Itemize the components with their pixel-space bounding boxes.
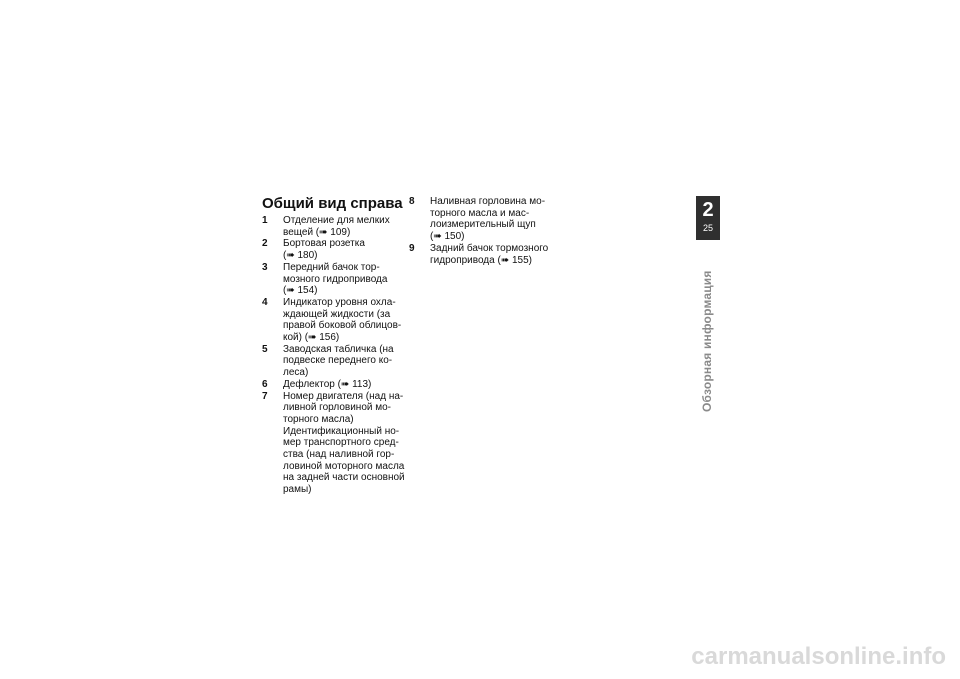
component-list-right xyxy=(409,196,559,266)
continuation-line: ловиной моторного масла xyxy=(283,460,405,472)
item-text-line: торного масла и мас- xyxy=(430,207,530,219)
item-text xyxy=(283,391,403,426)
item-text-line: ждающей жидкости (за xyxy=(283,308,391,320)
item-text-line: Номер двигателя (над на- xyxy=(283,390,404,402)
item-text xyxy=(430,243,559,266)
item-number: 5 xyxy=(262,343,268,355)
item-text-line: гидропривода (➠ 155) xyxy=(430,254,532,266)
item-text-line: Передний бачок тор- xyxy=(283,261,380,273)
list-item xyxy=(262,379,402,391)
item-text xyxy=(283,238,402,261)
continuation-line: ства (над наливной гор- xyxy=(283,449,395,461)
item-text-line: Наливная горловина мо- xyxy=(430,196,546,207)
item-text-line: Заводская табличка (на xyxy=(283,343,394,355)
item-text xyxy=(283,344,402,379)
item-number: 7 xyxy=(262,390,268,402)
component-list-left xyxy=(262,215,405,496)
list-item xyxy=(262,262,402,297)
item-text-line: Дефлектор (➠ 113) xyxy=(283,378,372,390)
item-text-line: торного масла) xyxy=(283,413,354,425)
list-item xyxy=(262,344,402,379)
item-text-line: Индикатор уровня охла- xyxy=(283,296,396,308)
chapter-side-title: Обзорная информация xyxy=(700,270,714,412)
list-continuation xyxy=(262,425,405,496)
item-text-line: леса) xyxy=(283,367,309,379)
item-text-line: (➠ 150) xyxy=(430,231,465,243)
item-number: 9 xyxy=(409,242,415,254)
item-text xyxy=(283,262,402,297)
list-item xyxy=(262,391,402,426)
item-number: 3 xyxy=(262,261,268,273)
list-item xyxy=(262,297,402,344)
item-text xyxy=(283,379,402,391)
section-heading: Общий вид справа xyxy=(262,195,403,212)
list-item xyxy=(262,215,402,238)
item-text xyxy=(283,297,402,344)
continuation-line: мер транспортного сред- xyxy=(283,437,399,449)
continuation-line: Идентификационный но- xyxy=(283,425,400,437)
item-number: 8 xyxy=(409,196,415,207)
item-text-line: (➠ 154) xyxy=(283,285,318,297)
item-number: 1 xyxy=(262,215,268,226)
continuation-line: рамы) xyxy=(283,484,312,496)
item-number: 6 xyxy=(262,378,268,390)
item-text-line: подвеске переднего ко- xyxy=(283,355,393,367)
item-text-line: Задний бачок тормозного xyxy=(430,242,549,254)
item-text-line: правой боковой облицов- xyxy=(283,320,402,332)
item-number: 2 xyxy=(262,238,268,250)
item-text-line: мозного гидропривода xyxy=(283,273,388,285)
item-text xyxy=(283,215,402,238)
item-text-line: вещей (➠ 109) xyxy=(283,226,351,238)
item-text-line: лоизмерительный щуп xyxy=(430,219,536,231)
continuation-line: на задней части основной xyxy=(283,472,405,484)
site-watermark: carmanualsonline.info xyxy=(691,643,946,670)
item-text-line: Отделение для мелких xyxy=(283,215,390,226)
list-item xyxy=(409,243,559,266)
item-text-line: Бортовая розетка xyxy=(283,238,365,250)
list-item xyxy=(262,238,402,261)
chapter-number: 2 xyxy=(702,199,714,221)
list-item xyxy=(409,196,559,243)
chapter-tab xyxy=(696,196,720,240)
item-text-line: кой) (➠ 156) xyxy=(283,332,340,344)
item-text-line: (➠ 180) xyxy=(283,250,318,262)
page-number: 25 xyxy=(702,223,713,233)
item-number: 4 xyxy=(262,296,268,308)
item-text-line: ливной горловиной мо- xyxy=(283,402,392,414)
item-text xyxy=(430,196,559,243)
